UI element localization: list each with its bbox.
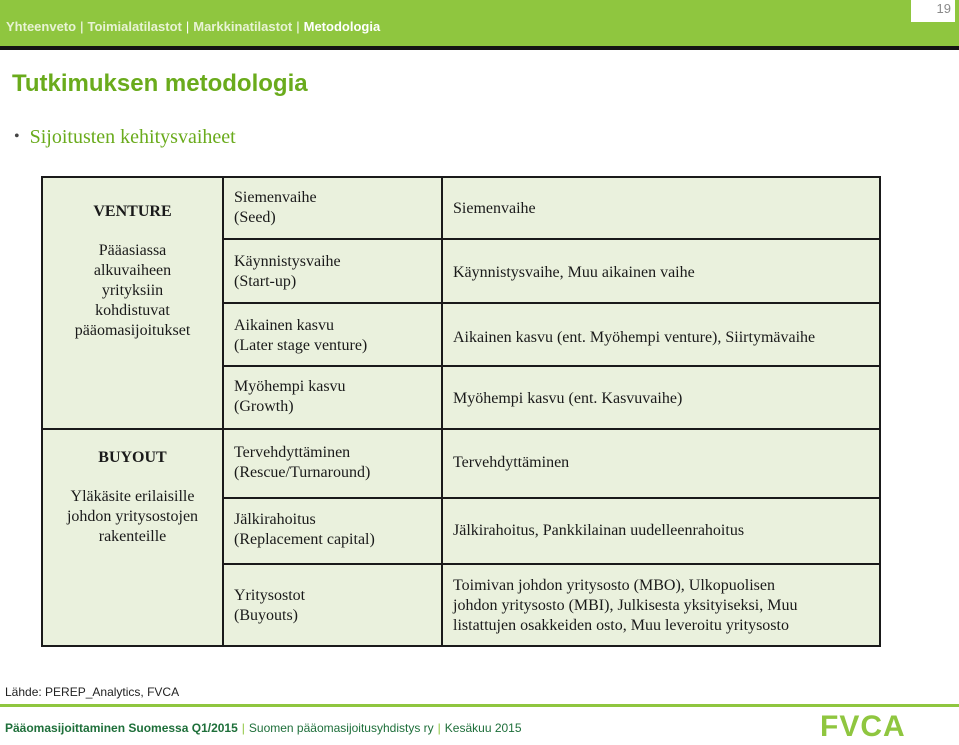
stage-english: (Seed) (234, 209, 276, 226)
stage-name: Yritysostot (234, 587, 306, 604)
footer-divider (0, 704, 959, 707)
stage-english: (Later stage venture) (234, 337, 368, 354)
venture-description (43, 241, 222, 341)
venture-desc-line: pääomasijoitukset (74, 322, 191, 339)
buyout-heading: BUYOUT (98, 449, 167, 466)
stage-startup (234, 252, 341, 292)
footer-publication: Pääomasijoittaminen Suomessa Q1/2015 (5, 721, 238, 735)
stage-name: Jälkirahoitus (234, 511, 316, 528)
bullet-text: Sijoitusten kehitysvaiheet (29, 126, 236, 148)
stage-buyouts (234, 586, 305, 626)
buyout-desc-line: rakenteille (98, 528, 167, 545)
fvca-logo: FVCA (820, 710, 906, 743)
stage-growth-detail: Myöhempi kasvu (ent. Kasvuvaihe) (453, 390, 683, 407)
stage-name: Siemenvaihe (234, 189, 317, 206)
table-divider (222, 563, 879, 565)
table-divider (222, 238, 879, 240)
stage-replacement-detail: Jälkirahoitus, Pankkilainan uudelleenrahoitus (453, 522, 745, 539)
table-divider (441, 178, 443, 645)
top-nav-bar (0, 0, 959, 46)
stage-english: (Rescue/Turnaround) (234, 464, 371, 481)
stage-english: (Start-up) (234, 273, 297, 290)
stage-english: (Growth) (234, 398, 294, 415)
table-divider (222, 178, 224, 645)
stage-later-detail: Aikainen kasvu (ent. Myöhempi venture), Siirtymävaihe (453, 329, 816, 346)
detail-line: Toimivan johdon yritysosto (MBO), Ulkopuolisen (453, 577, 775, 594)
venture-desc-line: kohdistuvat (95, 302, 170, 319)
stage-english: (Replacement capital) (234, 531, 375, 548)
venture-desc-line: alkuvaiheen (93, 262, 172, 279)
footer-organization: Suomen pääomasijoitusyhdistys ry (248, 721, 434, 735)
nav-item-yhteenveto[interactable]: Yhteenveto (6, 19, 77, 34)
stage-replacement (234, 510, 375, 550)
source-note: Lähde: PEREP_Analytics, FVCA (5, 685, 180, 699)
table-divider (222, 365, 879, 367)
bullet-dot-icon: • (14, 128, 20, 145)
buyout-desc-line: Yläkäsite erilaisille (70, 488, 195, 505)
table-divider (222, 497, 879, 499)
detail-line: listattujen osakkeiden osto, Muu leveroitu yritysosto (453, 617, 789, 634)
stage-rescue (234, 443, 370, 483)
table-divider (43, 428, 879, 430)
stages-table (41, 176, 881, 647)
stage-seed-detail: Siemenvaihe (453, 200, 536, 217)
stage-seed (234, 188, 317, 228)
stage-name: Aikainen kasvu (234, 317, 334, 334)
detail-line: johdon yritysosto (MBI), Julkisesta yksityiseksi, Muu (453, 597, 798, 614)
footer-date: Kesäkuu 2015 (444, 721, 522, 735)
page-title: Tutkimuksen metodologia (12, 70, 308, 97)
stage-startup-detail: Käynnistysvaihe, Muu aikainen vaihe (453, 264, 695, 281)
venture-heading: VENTURE (93, 203, 172, 220)
venture-desc-line: Pääasiassa (98, 242, 167, 259)
table-divider (222, 302, 879, 304)
stage-rescue-detail: Tervehdyttäminen (453, 454, 570, 471)
header-divider (0, 46, 959, 50)
buyout-description (43, 487, 222, 547)
breadcrumb: Yhteenveto | Toimialatilastot | Markkinatilastot | Metodologia (6, 19, 381, 34)
venture-desc-line: yrityksiin (101, 282, 164, 299)
stage-growth (234, 377, 346, 417)
nav-item-metodologia[interactable]: Metodologia (303, 19, 381, 34)
stage-buyouts-detail (453, 576, 797, 636)
page-number: 19 (911, 0, 955, 22)
buyout-desc-line: johdon yritysostojen (66, 508, 199, 525)
stage-name: Käynnistysvaihe (234, 253, 341, 270)
bullet-item (14, 126, 236, 149)
nav-item-toimialatilastot[interactable]: Toimialatilastot (87, 19, 182, 34)
stage-name: Tervehdyttäminen (234, 444, 351, 461)
stage-name: Myöhempi kasvu (234, 378, 346, 395)
footer: Pääomasijoittaminen Suomessa Q1/2015 | Suomen pääomasijoitusyhdistys ry | Kesäkuu 2015 (5, 721, 522, 735)
stage-later (234, 316, 367, 356)
stage-english: (Buyouts) (234, 607, 298, 624)
nav-item-markkinatilastot[interactable]: Markkinatilastot (193, 19, 293, 34)
